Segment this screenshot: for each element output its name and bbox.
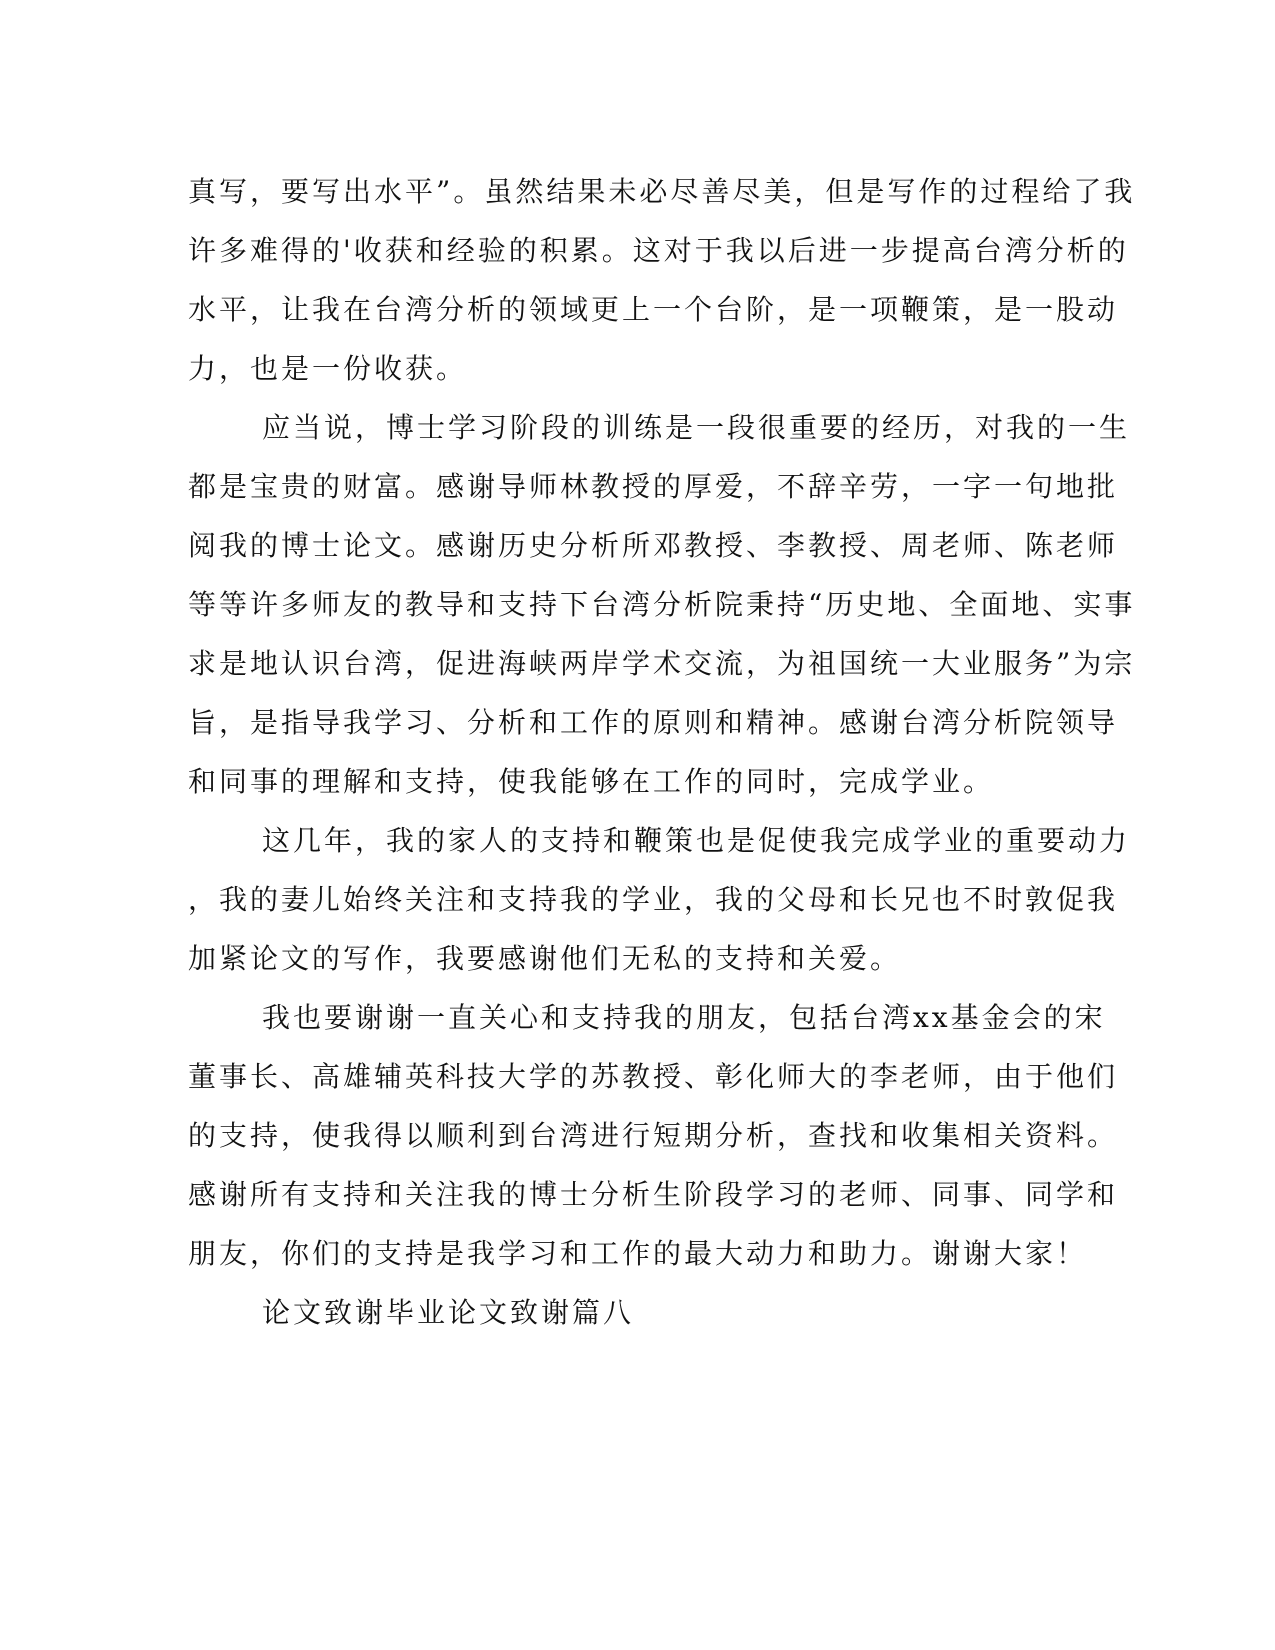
text-line: 等等许多师友的教导和支持下台湾分析院秉持“历史地、全面地、实事 xyxy=(188,588,1136,621)
text-line: 力，也是一份收获。 xyxy=(188,352,468,385)
text-line: 我也要谢谢一直关心和支持我的朋友，包括台湾xx基金会的宋 xyxy=(262,1001,1106,1034)
paragraph-continuation xyxy=(188,162,1136,398)
text-line: 应当说，博士学习阶段的训练是一段很重要的经历，对我的一生 xyxy=(262,411,1131,444)
paragraph-phd-training xyxy=(188,398,1136,811)
text-line: 这几年，我的家人的支持和鞭策也是促使我完成学业的重要动力 xyxy=(262,824,1131,857)
text-line: 朋友，你们的支持是我学习和工作的最大动力和助力。谢谢大家！ xyxy=(188,1237,1088,1270)
text-line: 感谢所有支持和关注我的博士分析生阶段学习的老师、同事、同学和 xyxy=(188,1178,1119,1211)
heading-line: 论文致谢毕业论文致谢篇八 xyxy=(262,1296,635,1329)
text-line: 许多难得的'收获和经验的积累。这对于我以后进一步提高台湾分析的 xyxy=(188,234,1129,267)
text-line: 旨，是指导我学习、分析和工作的原则和精神。感谢台湾分析院领导 xyxy=(188,706,1119,739)
text-line: 的支持，使我得以顺利到台湾进行短期分析，查找和收集相关资料。 xyxy=(188,1119,1119,1152)
text-line: 董事长、高雄辅英科技大学的苏教授、彰化师大的李老师，由于他们 xyxy=(188,1060,1119,1093)
text-line: 阅我的博士论文。感谢历史分析所邓教授、李教授、周老师、陈老师 xyxy=(188,529,1119,562)
paragraph-friends xyxy=(188,988,1119,1283)
section-heading xyxy=(188,1283,1068,1342)
text-line: 都是宝贵的财富。感谢导师林教授的厚爱，不辞辛劳，一字一句地批 xyxy=(188,470,1119,503)
text-line: 加紧论文的写作，我要感谢他们无私的支持和关爱。 xyxy=(188,942,902,975)
text-line: 水平，让我在台湾分析的领域更上一个台阶，是一项鞭策，是一股动 xyxy=(188,293,1119,326)
text-line: 求是地认识台湾，促进海峡两岸学术交流，为祖国统一大业服务”为宗 xyxy=(188,647,1136,680)
paragraph-family xyxy=(188,811,1131,988)
text-line: 真写，要写出水平”。虽然结果未必尽善尽美，但是写作的过程给了我 xyxy=(188,175,1136,208)
document-body xyxy=(188,162,1136,1342)
text-line: ，我的妻儿始终关注和支持我的学业，我的父母和长兄也不时敦促我 xyxy=(188,883,1119,916)
text-line: 和同事的理解和支持，使我能够在工作的同时，完成学业。 xyxy=(188,765,995,798)
